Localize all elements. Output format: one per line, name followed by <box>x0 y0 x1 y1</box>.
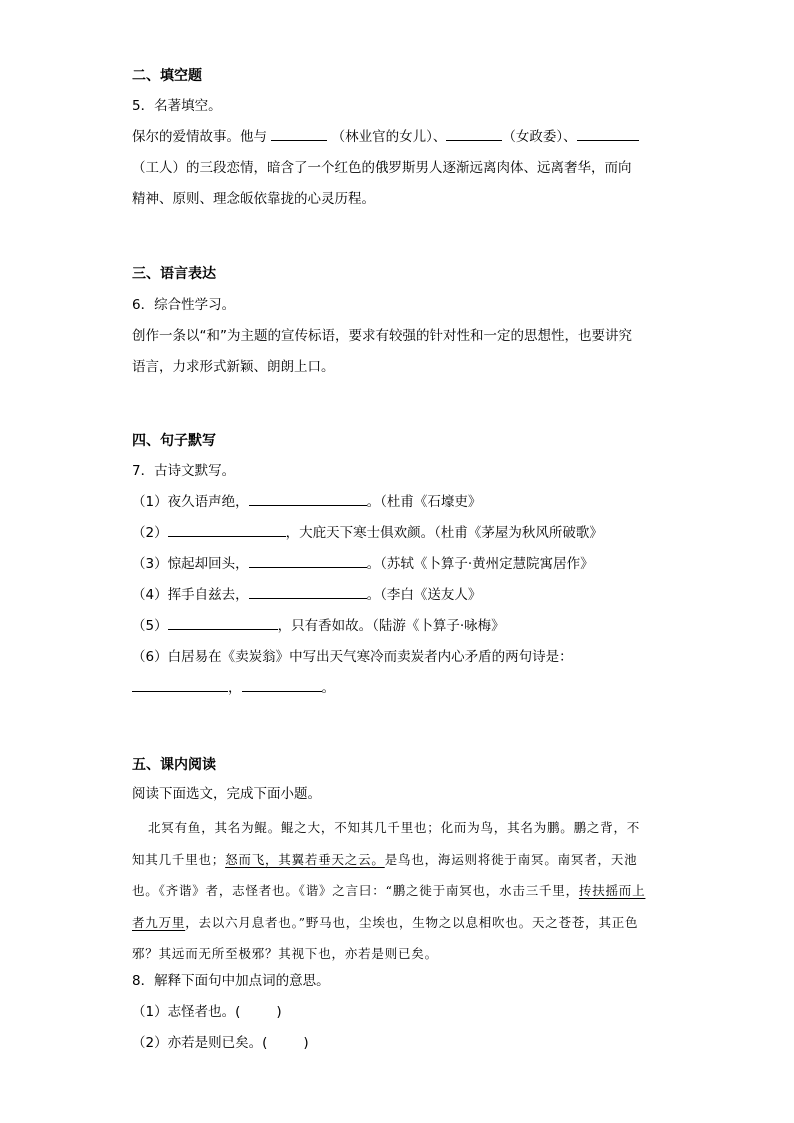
question-7-item-4: （4）挥手自兹去， 。（李白《送友人》 <box>132 580 672 611</box>
question-7-item-2: （2） ，大庇天下寒士俱欢颜。（杜甫《茅屋为秋风所破歌》 <box>132 518 672 549</box>
underlined-sentence: 怒而飞，其翼若垂天之云。 <box>225 851 385 867</box>
answer-blank[interactable] <box>446 124 502 141</box>
question-8-stem: 8．解释下面句中加点词的意思。 <box>132 973 330 989</box>
answer-blank[interactable] <box>271 124 327 141</box>
question-7 <box>132 456 672 704</box>
answer-blank[interactable] <box>168 520 286 537</box>
question-6 <box>132 290 672 383</box>
question-7-item-1: （1）夜久语声绝， 。（杜甫《石壕吏》 <box>132 487 672 518</box>
question-8 <box>132 966 672 1059</box>
section-title-dictation: 四、句子默写 <box>132 433 216 449</box>
answer-blank[interactable] <box>249 489 367 506</box>
answer-blank[interactable] <box>132 675 228 692</box>
answer-blank[interactable] <box>249 551 367 568</box>
section-title-language-expression: 三、语言表达 <box>132 266 216 282</box>
answer-blank[interactable] <box>577 124 639 141</box>
question-6-line-2: 语言，力求形式新颖、朗朗上口。 <box>132 359 335 375</box>
question-6-line-1: 创作一条以“和”为主题的宣传标语，要求有较强的针对性和一定的思想性，也要讲究 <box>132 328 632 344</box>
classical-passage: 北冥有鱼，其名为鲲。鲲之大，不知其几千里也；化而为鸟，其名为鹏。鹏之背，不知其几千里也；怒而飞，其翼若垂天之云。是鸟也，海运则将徙于南冥。南冥者，天池也。《齐谐》者，志怪者也。《谐》之言曰：“鹏之徙于南冥也，水击三千里，抟扶摇而上者九万里，去以六月息者也。”野马也，尘埃也，生物之以息相吹也。天之苍苍，其正色邪？其远而无所至极邪？其视下也，亦若是则已矣。 <box>132 820 646 961</box>
reading-intro: 阅读下面选文，完成下面小题。 <box>132 786 321 802</box>
question-7-stem: 7．古诗文默写。 <box>132 463 236 479</box>
question-8-item-2: （2）亦若是则已矣。( ) <box>132 1035 309 1051</box>
section-title-reading: 五、课内阅读 <box>132 757 216 773</box>
question-7-item-6-answers: ， 。 <box>132 673 672 704</box>
question-8-item-1: （1）志怪者也。( ) <box>132 1004 282 1020</box>
question-6-stem: 6．综合性学习。 <box>132 297 236 313</box>
question-5-line-2: （工人）的三段恋情，暗含了一个红色的俄罗斯男人逐渐远离肉体、远离奢华，而向 <box>132 160 632 176</box>
question-7-item-6: （6）白居易在《卖炭翁》中写出天气寒冷而卖炭者内心矛盾的两句诗是： <box>132 649 573 665</box>
answer-blank[interactable] <box>168 613 278 630</box>
question-5-line-3: 精神、原则、理念皈依靠拢的心灵历程。 <box>132 191 375 207</box>
question-7-item-3: （3）惊起却回头， 。（苏轼《卜算子·黄州定慧院寓居作》 <box>132 549 672 580</box>
underlined-sentence: 抟扶摇而上者九万里 <box>132 883 646 930</box>
question-5 <box>132 91 672 215</box>
answer-blank[interactable] <box>242 675 322 692</box>
question-5-stem: 5．名著填空。 <box>132 98 222 114</box>
answer-blank[interactable] <box>249 582 367 599</box>
question-5-line-1: 保尔的爱情故事。他与 （林业官的女儿）、 （女政委）、 <box>132 122 672 153</box>
question-7-item-5: （5） ，只有香如故。（陆游《卜算子·咏梅》 <box>132 611 672 642</box>
section-title-fill-blank: 二、填空题 <box>132 68 202 84</box>
